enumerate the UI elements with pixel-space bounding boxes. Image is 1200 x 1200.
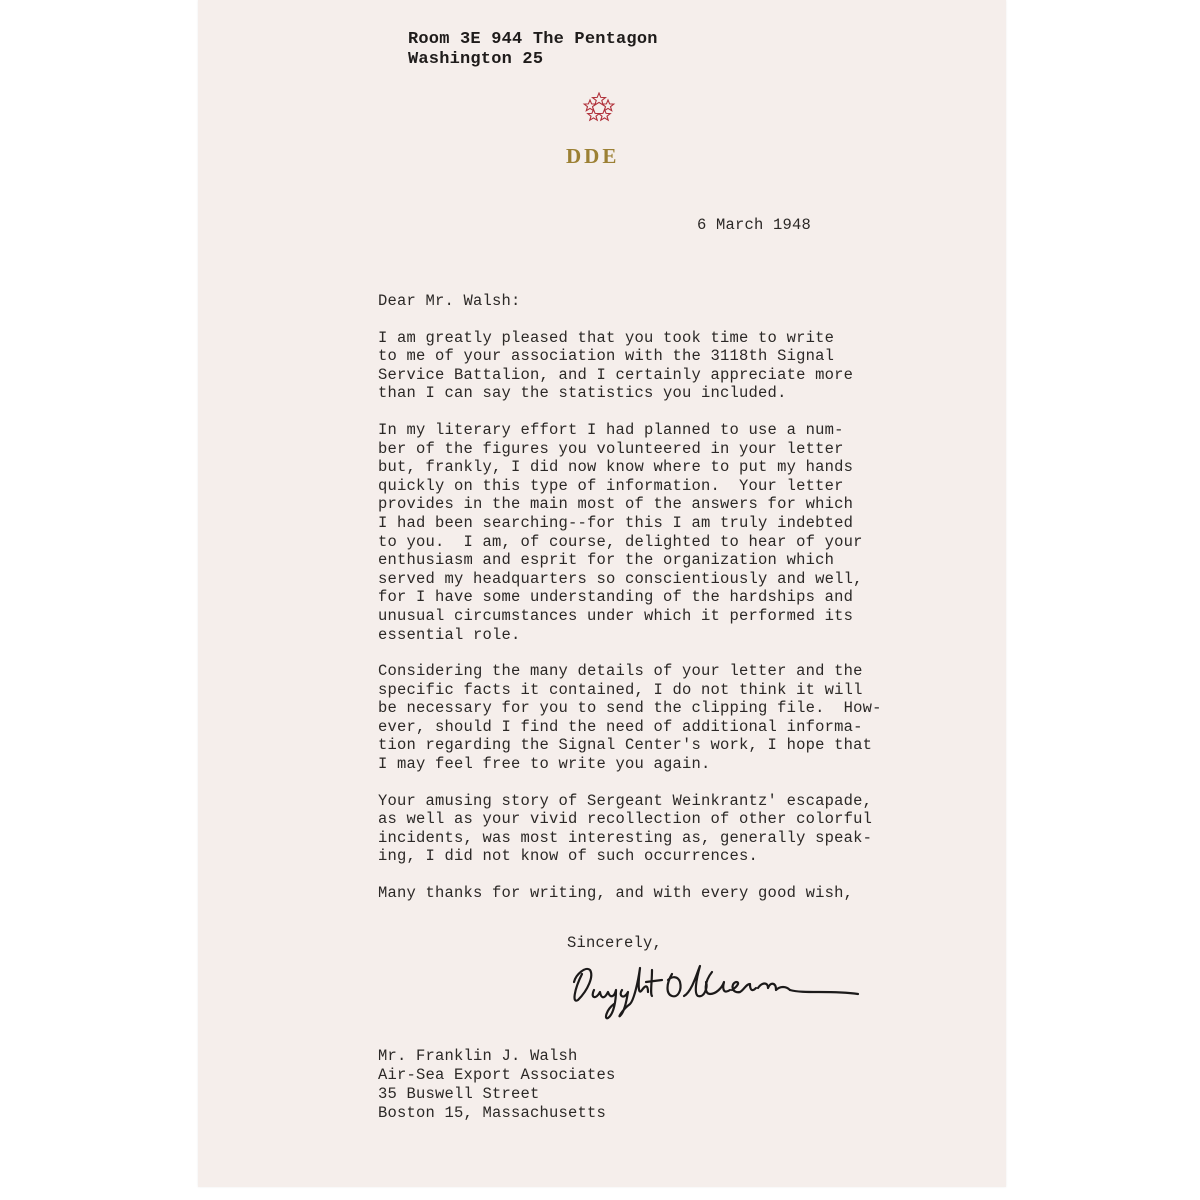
body-line: essential role. [378,625,521,644]
signature-icon [568,960,868,1022]
body-line: tion regarding the Signal Center's work, I hope that [378,736,873,755]
salutation-text: Dear Mr. Walsh: [378,292,521,310]
body-line: but, frankly, I did now know where to put my hands [378,458,854,477]
letter-body [378,292,938,921]
paragraph-5 [378,884,938,903]
body-line: Many thanks for writing, and with every good wish, [378,884,854,903]
paragraph-3 [378,662,938,774]
letter-date: 6 March 1948 [697,216,812,234]
body-line: ing, I did not know of such occurrences. [378,847,759,866]
body-line: I may feel free to write you again. [378,755,711,774]
recipient-address [378,1047,616,1123]
paragraph-2 [378,421,938,644]
body-line: be necessary for you to send the clipping file. How- [378,699,882,718]
letterhead-address [408,30,658,70]
body-line: In my literary effort I had planned to use a num- [378,420,844,439]
letterhead-room: Room 3E 944 The Pentagon [408,30,658,49]
body-line: I had been searching--for this I am truly indebted [378,513,854,532]
closing: Sincerely, [567,934,663,952]
recipient-company: Air-Sea Export Associates [378,1066,616,1084]
recipient-name: Mr. Franklin J. Walsh [378,1047,578,1065]
body-line: quickly on this type of information. Your letter [378,476,844,495]
body-line: specific facts it contained, I do not think it will [378,680,863,699]
body-line: ever, should I find the need of additional informa- [378,717,863,736]
body-line: Your amusing story of Sergeant Weinkrantz' escapade, [378,791,873,810]
body-line: served my headquarters so conscientiously and well, [378,569,863,588]
recipient-city: Boston 15, Massachusetts [378,1104,607,1122]
body-line: as well as your vivid recollection of other colorful [378,810,873,829]
body-line: Service Battalion, and I certainly appreciate more [378,365,854,384]
paragraph-1 [378,329,938,403]
body-line: than I can say the statistics you included. [378,384,787,403]
letterhead-city: Washington 25 [408,50,544,69]
body-line: for I have some understanding of the hardships and [378,588,854,607]
recipient-street: 35 Buswell Street [378,1085,540,1103]
body-line: to me of your association with the 3118th Signal [378,347,835,366]
body-line: ber of the figures you volunteered in your letter [378,439,844,458]
paragraph-4 [378,792,938,866]
dde-monogram: DDE [566,144,620,168]
salutation [378,292,938,311]
body-line: enthusiasm and esprit for the organization which [378,551,835,570]
body-line: Considering the many details of your letter and the [378,662,863,681]
body-line: I am greatly pleased that you took time to write [378,328,835,347]
body-line: incidents, was most interesting as, generally speak- [378,828,873,847]
body-line: to you. I am, of course, delighted to hear of your [378,532,863,551]
five-stars-icon [582,92,616,124]
body-line: unusual circumstances under which it performed its [378,606,854,625]
body-line: provides in the main most of the answers for which [378,495,854,514]
